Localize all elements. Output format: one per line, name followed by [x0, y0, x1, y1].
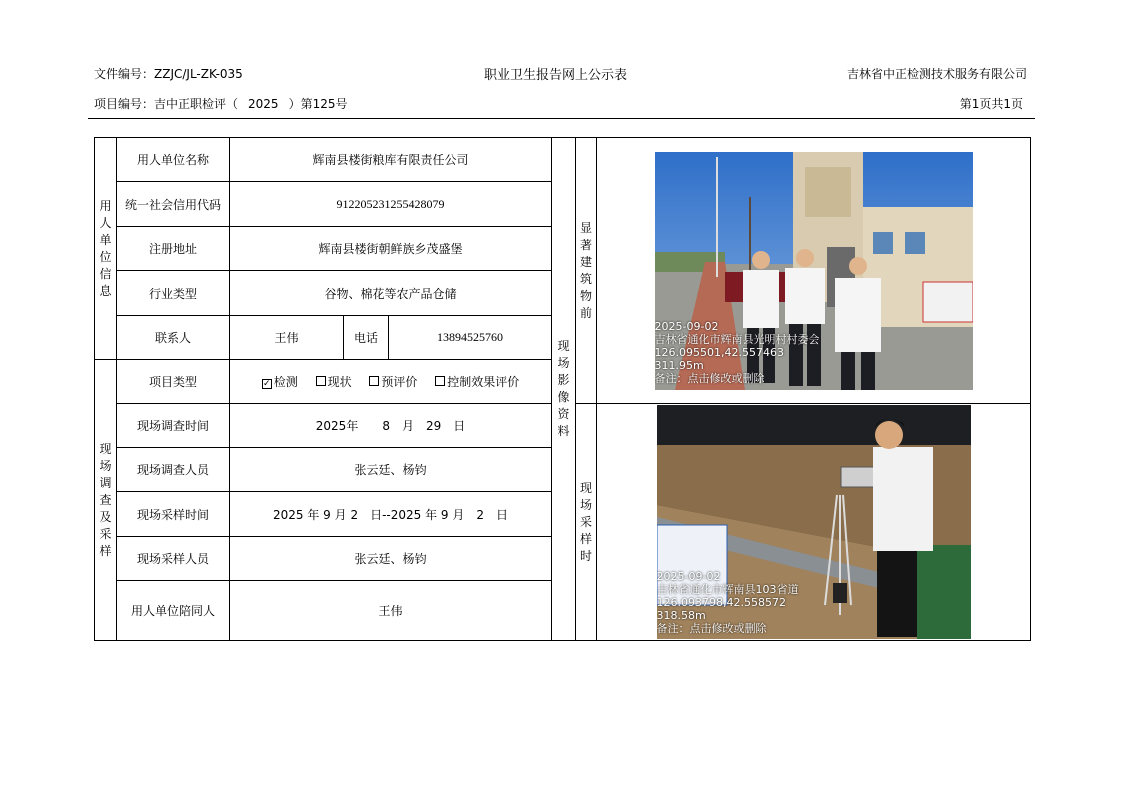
address-label: 注册地址 [117, 227, 230, 271]
employer-name-value: 辉南县楼街粮库有限责任公司 [230, 138, 552, 182]
vertical-label-char: 息 [99, 283, 112, 298]
vertical-label-char: 位 [99, 249, 112, 264]
vertical-label-char: 现 [99, 441, 112, 456]
landmark-photo-location: 吉林省通化市辉南县光明村村委会 [654, 332, 820, 346]
accompany-value: 王伟 [230, 581, 552, 641]
vertical-label-char: 查 [99, 492, 112, 507]
vertical-label-char: 样 [580, 531, 593, 546]
vertical-label-char: 现 [557, 339, 570, 353]
credit-code-label: 统一社会信用代码 [117, 182, 230, 227]
option-detection[interactable] [262, 375, 298, 389]
vertical-label-char: 场 [557, 356, 570, 370]
vertical-label-char: 建 [580, 254, 593, 269]
landmark-photo-caption [655, 320, 820, 385]
sampling-time-group-label [576, 480, 596, 565]
landmark-group-label [576, 220, 596, 322]
header-divider [88, 118, 1035, 119]
checkbox-detection[interactable]: ✓ [262, 379, 271, 389]
survey-sampling-group-label [95, 441, 116, 560]
vertical-label-char: 显 [580, 220, 593, 235]
contact-value: 王伟 [230, 316, 344, 360]
page-info: 第1页共1页 [959, 97, 1023, 111]
project-year: 2025 [248, 97, 279, 111]
checkbox-control-evaluation[interactable] [435, 376, 445, 386]
employer-info-group-label [95, 198, 116, 300]
industry-label: 行业类型 [117, 271, 230, 316]
vertical-label-char: 现 [580, 480, 593, 495]
vertical-label-char: 著 [580, 237, 593, 252]
vertical-label-char: 样 [99, 543, 112, 558]
employer-info-group [95, 138, 117, 360]
project-number-prefix: 项目编号：吉中正职检评（ [94, 97, 239, 111]
vertical-label-char: 调 [99, 475, 112, 490]
project-type-options [230, 360, 552, 404]
sampling-photo [657, 405, 971, 639]
sampling-photo-date: 2025-09-02 [656, 570, 721, 583]
survey-staff-label: 现场调查人员 [117, 448, 230, 492]
employer-name-label: 用人单位名称 [117, 138, 230, 182]
vertical-label-char: 用 [99, 198, 112, 213]
landmark-photo-altitude: 311.95m [654, 358, 704, 372]
option-pre-evaluation[interactable] [369, 375, 417, 389]
vertical-label-char: 料 [557, 424, 570, 438]
sampling-photo-note[interactable]: 备注：点击修改或删除 [656, 622, 767, 635]
project-number-suffix: ）第125号 [288, 97, 348, 111]
credit-code-value: 912205231255428079 [230, 182, 552, 227]
industry-value: 谷物、棉花等农产品仓储 [230, 271, 552, 316]
option-control-evaluation-label: 控制效果评价 [447, 375, 520, 389]
option-detection-label: 检测 [273, 375, 298, 389]
address-value: 辉南县楼街朝鲜族乡茂盛堡 [230, 227, 552, 271]
company-name: 吉林省中正检测技术服务有限公司 [846, 67, 1027, 81]
disclosure-table [94, 137, 1031, 641]
vertical-label-char: 前 [580, 305, 593, 320]
option-control-evaluation[interactable] [435, 375, 519, 389]
vertical-label-char: 资 [557, 407, 570, 421]
vertical-label-char: 及 [99, 509, 112, 524]
vertical-label-char: 时 [580, 548, 593, 563]
phone-label: 电话 [344, 316, 389, 360]
vertical-label-char: 人 [99, 215, 112, 230]
landmark-photo-date: 2025-09-02 [654, 319, 719, 333]
file-number: 文件编号：ZZJC/JL-ZK-035 [94, 67, 243, 81]
survey-sampling-group [95, 360, 117, 641]
landmark-photo-note[interactable]: 备注：点击修改或删除 [654, 371, 765, 385]
accompany-label: 用人单位陪同人 [117, 581, 230, 641]
landmark-photo-coords: 126.095501,42.557463 [654, 345, 784, 359]
sampling-time-value: 2025 年 9 月 2 日--2025 年 9 月 2 日 [230, 492, 552, 537]
vertical-label-char: 影 [557, 373, 570, 387]
vertical-label-char: 像 [557, 390, 570, 404]
sampling-time-group [576, 404, 597, 641]
project-type-label: 项目类型 [117, 360, 230, 404]
vertical-label-char: 场 [99, 458, 112, 473]
vertical-label-char: 采 [580, 514, 593, 529]
project-number [94, 95, 347, 112]
vertical-label-char: 单 [99, 232, 112, 247]
survey-time-label: 现场调查时间 [117, 404, 230, 448]
survey-time-value: 2025年 8 月 29 日 [230, 404, 552, 448]
sampling-photo-cell [597, 404, 1031, 641]
sampling-photo-caption [657, 570, 799, 635]
option-status[interactable] [316, 375, 352, 389]
site-images-group-label [552, 338, 575, 440]
vertical-label-char: 信 [99, 266, 112, 281]
landmark-photo [655, 152, 973, 390]
sampling-photo-altitude: 318.58m [656, 609, 706, 622]
option-pre-evaluation-label: 预评价 [381, 375, 418, 389]
sampling-staff-value: 张云廷、杨钧 [230, 537, 552, 581]
checkbox-pre-evaluation[interactable] [369, 376, 379, 386]
checkbox-status[interactable] [316, 376, 326, 386]
contact-label: 联系人 [117, 316, 230, 360]
sampling-time-label: 现场采样时间 [117, 492, 230, 537]
landmark-photo-cell [597, 138, 1031, 404]
sampling-photo-coords: 126.093798,42.558572 [656, 596, 786, 609]
site-images-group [552, 138, 576, 641]
vertical-label-char: 采 [99, 526, 112, 541]
vertical-label-char: 筑 [580, 271, 593, 286]
document-title: 职业卫生报告网上公示表 [484, 68, 628, 83]
survey-staff-value: 张云廷、杨钧 [230, 448, 552, 492]
landmark-group [576, 138, 597, 404]
option-status-label: 现状 [327, 375, 352, 389]
sampling-photo-location: 吉林省通化市辉南县103省道 [656, 583, 799, 596]
sampling-staff-label: 现场采样人员 [117, 537, 230, 581]
vertical-label-char: 物 [580, 288, 593, 303]
vertical-label-char: 场 [580, 497, 593, 512]
phone-value: 13894525760 [389, 316, 552, 360]
